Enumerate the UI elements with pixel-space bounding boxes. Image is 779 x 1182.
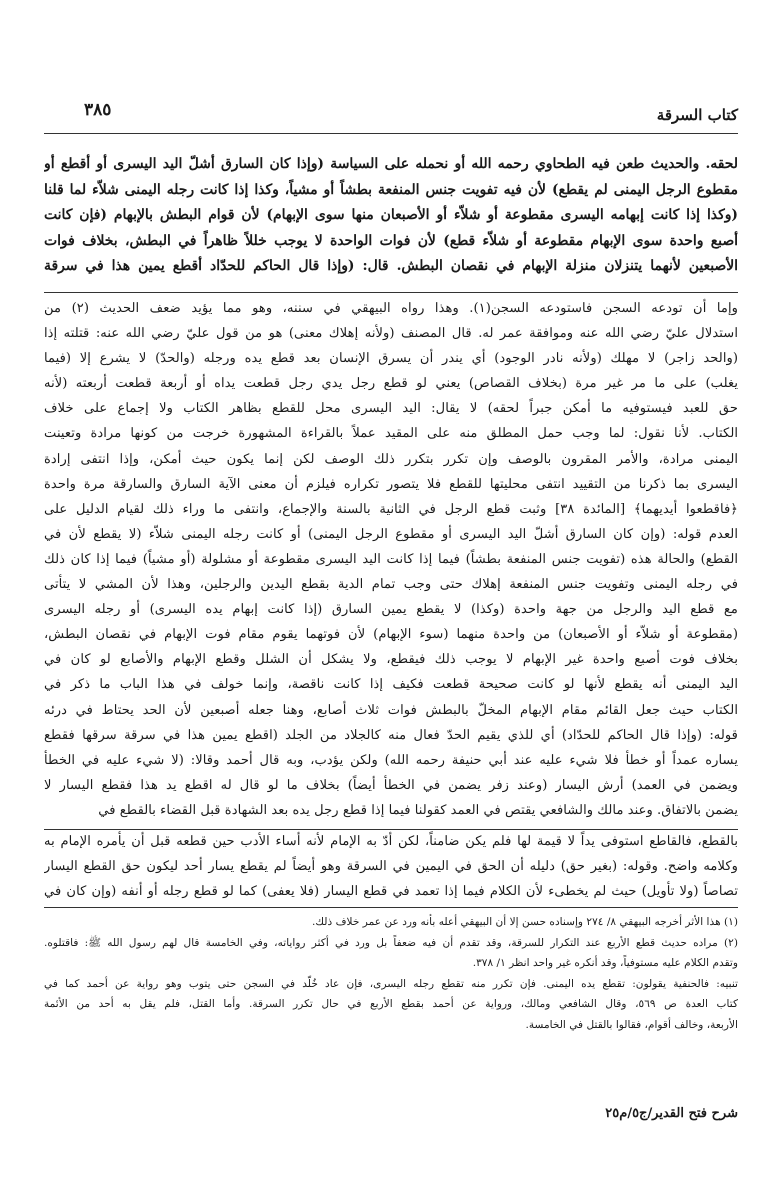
main-line: (وكذا إذا كانت إبهامه اليسرى مقطوعة أو شلاّء أو الأصبعان منها سوى الإبهام) لأن قوام البطش بالإبهام (فإن كانت <box>44 207 738 224</box>
page-number: ٣٨٥ <box>84 100 112 120</box>
commentary-line: ويضمن في العمد) أرش اليسار (وعند زفر يضمن في الخطأ أيضاً) بخلاف ما لو قال له اقطع يد هذا فقطع اليسار لا <box>44 777 738 793</box>
footnote-line: تنبيه: فالحنفية يقولون: تقطع يده اليمنى. فإن تكرر منه تقطع رجله اليسرى، فإن عاد خُلّد في السجن حتى يتوب وهو رواية عن أحمد كما في <box>44 977 738 990</box>
commentary-line: الكتاب. لأنا نقول: لما وجب حمل المطلق منه على المقيد عملاً بالقراءة المشهورة خرجت من كونها مرادة وتعينت <box>44 426 738 442</box>
commentary-line: (والحد زاجر) لا مهلك (ولأنه نادر الوجود) أي يندر أن يسرق الإنسان بعد قطع يده ورجله (والحدّ) لا يشرع إلا (فيما <box>44 351 738 367</box>
footnote-line: وتقدم الكلام عليه مستوفياً، وقد أنكره غير واحد انظر ١/ ٣٧٨. <box>472 957 738 969</box>
main-line: أصبع واحدة سوى الإبهام مقطوعة أو شلاّء قطع) لأن فوات الواحدة لا يوجب خللاً ظاهراً في البطش، بخلاف فوات <box>44 232 738 249</box>
header-rule <box>44 133 738 134</box>
footnote-separator <box>44 907 738 908</box>
commentary <box>44 296 738 823</box>
commentary-line: (مقطوعة أو شلاّء أو الأصبعان) من واحدة منهما (سوء الإبهام) لأن فوتهما يقوم مقام فوت الإبهام في نقصان البطش، <box>44 627 738 643</box>
footnote-line: (١) هذا الأثر أخرجه البيهقي ٨/ ٢٧٤ وإسناده حسن إلا أن البيهقي أعله بأنه ورد عن عمر خلاف ذلك. <box>311 916 738 928</box>
commentary-line: استدلال عليّ رضي الله عنه وموافقة عمر له. قال المصنف (ولأنه إهلاك معنى) هو من قول عليّ رضي الله عنه: قتلته إذا <box>44 326 738 342</box>
commentary-line: يغلب) على ما مر غير مرة (بخلاف القصاص) يعني لو قطع رجل يدي رجل قطعت يداه أو أربعة قطعت أربعته (لأنه <box>44 376 738 392</box>
commentary-line: قوله: (وإذا قال الحاكم للحدّاد) أي للذي يقيم الحدّ فعال منه كالجلاد من الجلد (اقطع يمين هذا في سرقة سرقها فقطع <box>44 727 738 743</box>
commentary-line: مع قطع اليد والرجل من جهة واحدة (وكذا) لا يقطع يمين السارق (إذا كانت إبهام يده اليسرى) أو رجله اليسرى <box>44 602 738 618</box>
footnotes <box>44 912 738 1035</box>
continuation-line: تصاصاً (ولا تأويل) حيث لم يخطىء لأن الكلام فيما إذا تعمد في قطع اليسار (فلا يعفى) كما لو قطع رجله أو أنفه (وإن كان في <box>44 884 738 899</box>
commentary-line: بخلاف فوت أصبع واحدة غير الإبهام لا يوجب ذلك فيقطع، ولا يشكل أن الشلل وقطع الإبهام والأصابع لو كان في <box>44 652 738 668</box>
footer-signature: شرح فتح القدير/ج٥/م٢٥ <box>605 1106 738 1121</box>
page-header <box>44 96 738 126</box>
main-line: مقطوع الرجل اليمنى لم يقطع) لأن فيه تفويت جنس المنفعة بطشاً أو مشياً، وكذا إذا كانت رجله اليمنى شلاّء لما قلنا <box>44 181 738 198</box>
continuation <box>44 829 738 904</box>
continuation-line: وكلامه واضح. وقوله: (بغير حق) دليله أن الحق في اليمين في السرقة وهو أيضاً لم يقطع يسار أحد ليكون حق القطع اليسار <box>44 859 738 874</box>
commentary-line: حق للعبد فيستوفيه ما أمكن جبراً لحقه) لا يقال: اليد اليسرى محل للقطع بظاهر الكتاب ولا إجماع على خلاف <box>44 401 738 417</box>
footnote-line: (٢) مراده حديث قطع الأربع عند التكرار للسرقة، وقد تقدم أن فيه ضعفاً بل ورد في أكثر رواياته، وفي الخامسة قال لهم رسول الله ﷺ: فاقتلوه. <box>44 936 738 949</box>
page-footer <box>44 1106 738 1134</box>
commentary-line: في رجله اليمنى وتفويت جنس المنفعة إهلاك حتى وجب تمام الدية بقطع اليدين والرجلين، وهذا لأن المشي لا يتأتى <box>44 577 738 593</box>
commentary-line: يساره عمداً أو خطأ فلا شيء عليه عند أبي حنيفة رحمه الله) ولكن يؤدب، وبه قال أحمد وقالا: (لا شيء عليه في الخطأ <box>44 752 738 768</box>
main-text <box>44 152 738 280</box>
running-head: كتاب السرقة <box>656 106 738 124</box>
commentary-line: ﴿فاقطعوا أيديهما﴾ [المائدة ٣٨] وثبت قطع الرجل في الثانية بالسنة والإجماع، وانتفى ما وراء ذلك لقيام الدليل على <box>44 501 738 517</box>
commentary-line: القطع) والحالة هذه (تفويت جنس المنفعة بطشاً) فيما إذا كانت اليد اليسرى مقطوعة أو مشلولة (أو مشياً) فيما إذا كان ذلك <box>44 551 738 567</box>
footnote-line: كتاب العدة ص ٥٦٩، وقال الشافعي ومالك، ورواية عن أحمد بقطع الأربع في حال تكرر السرقة. وأما القتل، فلم يقل به أحد من الأئمة <box>44 998 738 1010</box>
main-line: الأصبعين لأنهما يتنزلان منزلة الإبهام في نقصان البطش. قال: (وإذا قال الحاكم للحدّاد أقطع يمين هذا في سرقة <box>44 258 738 275</box>
commentary-line: اليد اليمنى أنه يقطع لأنها لو كانت صحيحة قطعت فكيف إذا كانت ناقصة، وإنما خولف في هذا الباب ما ذكر في <box>44 677 738 693</box>
commentary-line: اليسرى بما ذكرنا من التقييد انتفى محليتها للقطع فلا يتصور تكراره فيلزم أن معنى الآية السارق والسارقة مرة واحدة <box>44 476 738 492</box>
commentary-line: العدم قوله: (وإن كان السارق أشلّ اليد اليسرى أو مقطوع الرجل اليمنى) أو كانت رجله اليمنى شلاّء (لا يقطع لأن في <box>44 526 738 542</box>
main-separator <box>44 292 738 293</box>
commentary-line: يضمن بالاتفاق. وعند مالك والشافعي يقتص في العمد كقولنا فيما إذا قطع رجل يده بعد الشهادة قبل القضاء بالقطع في <box>98 802 738 818</box>
commentary-line: الكتاب حيث جعل القائم مقام الإبهام المخلّ بالبطش فوات ثلاث أصابع، وهنا جعله أصبعين لأن الحد يحتاط في درئه <box>44 702 738 718</box>
footnote-line: الأربعة، وخالف أقوام، فقالوا بالقتل في الخامسة. <box>525 1018 738 1031</box>
commentary-line: اليمنى مرادة، والأمر المقرون بالوصف وإن تكرر بتكرر ذلك الوصف لكن إنما يكون حيث أمكن، وإذا انتفى إرادة <box>44 451 738 467</box>
commentary-line: وإما أن تودعه السجن فاستودعه السجن(١). وهذا رواه البيهقي في سننه، وهو مما يؤيد ضعف الحديث (٢) من <box>44 301 738 316</box>
main-line: لحقه. والحديث طعن فيه الطحاوي رحمه الله أو نحمله على السياسة (وإذا كان السارق أشلّ اليد اليسرى أو أقطع أو <box>44 156 738 172</box>
continuation-line: بالقطع، فالقاطع استوفى يداً لا قيمة لها فلم يكن ضامناً، لكن أدّ به الإمام لأنه أساء الأدب حين قطعه قبل أن يأمره الإمام به <box>44 834 738 849</box>
